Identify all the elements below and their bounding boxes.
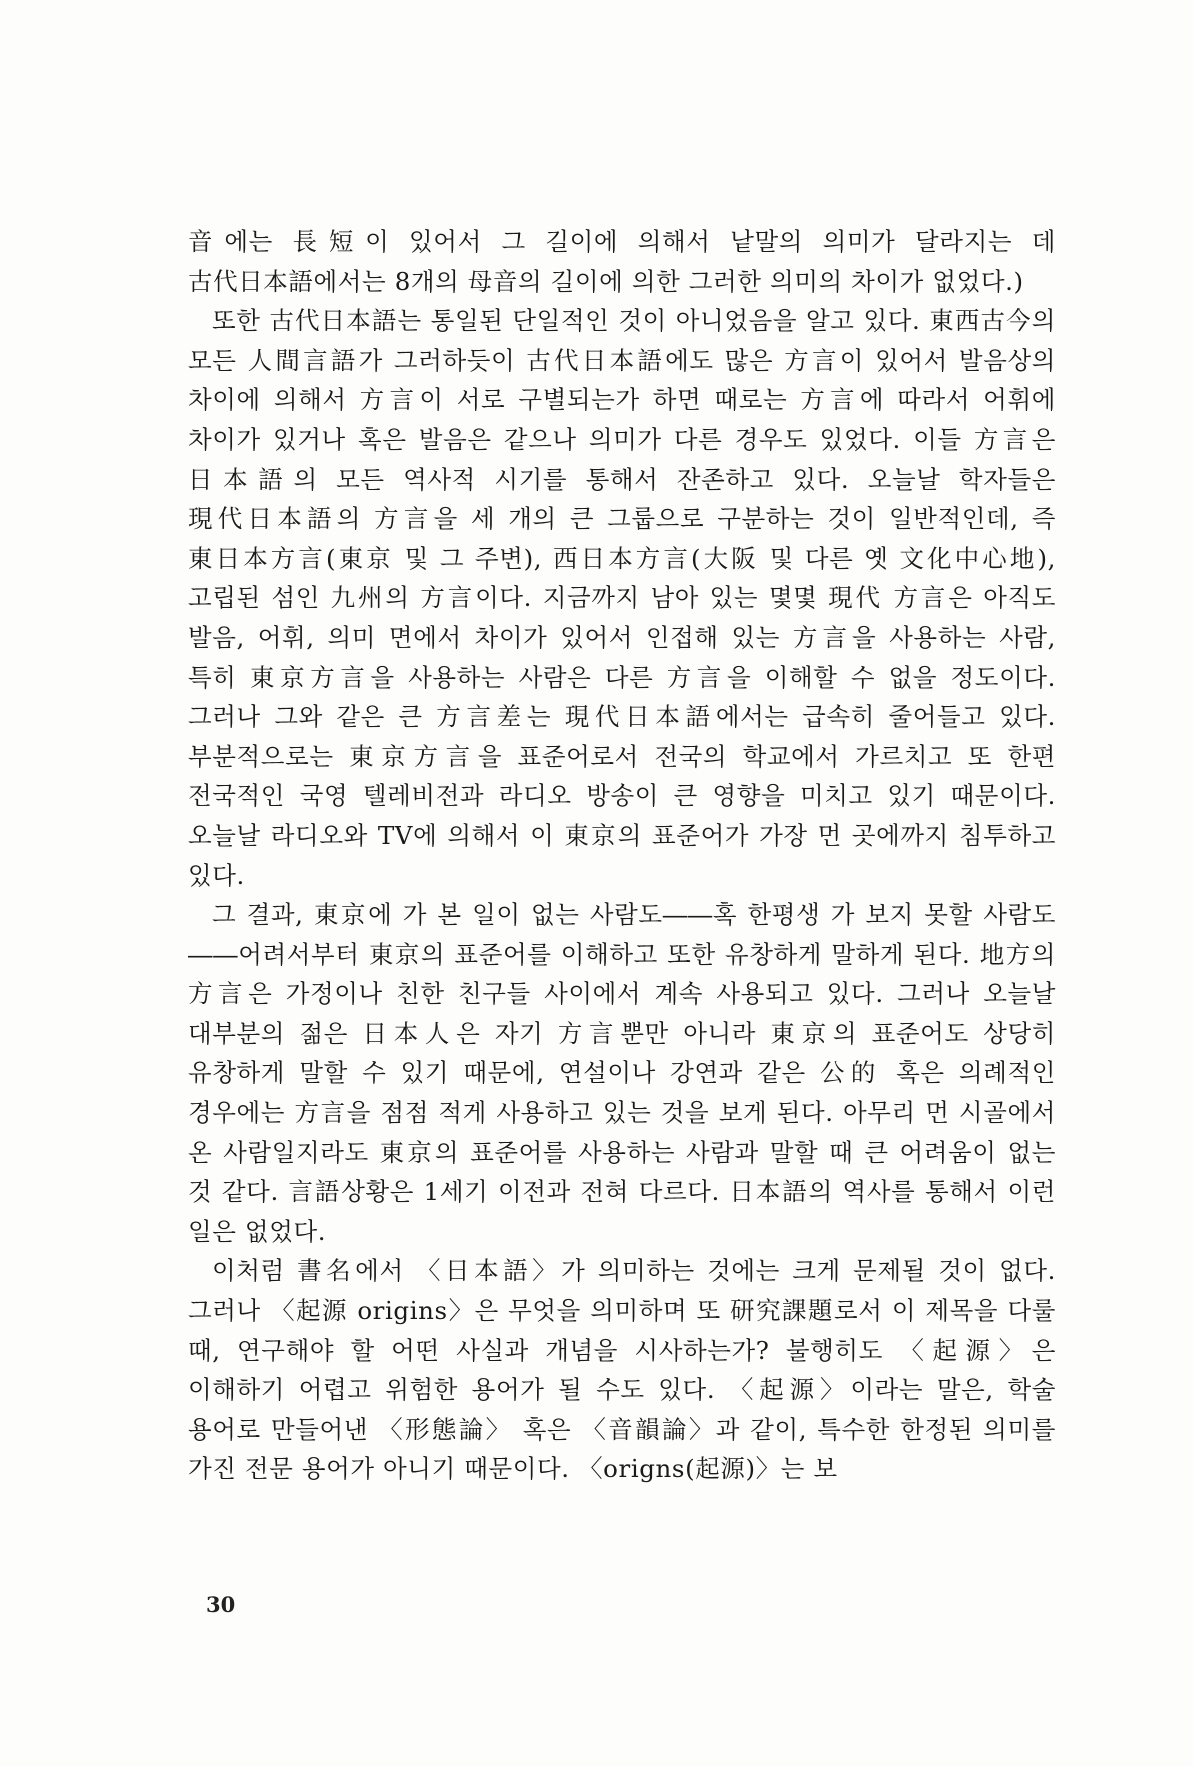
paragraph-standard-language: 그 결과, 東京에 가 본 일이 없는 사람도――혹 한평생 가 보지 못할 사람도――어려서부터 東京의 표준어를 이해하고 또한 유창하게 말하게 된다. 地方의 方言은 가정이나 친한 친구들 사이에서 계속 사용되고 있다. 그러나 오늘날 대부분의 젊은 日本人은 자기 方言뿐만 아니라 東京의 표준어도 상당히 유창하게 말할 수 있기 때문에, 연설이나 강연과 같은 公的 혹은 의례적인 경우에는 方言을 점점 적게 사용하고 있는 것을 보게 된다. 아무리 먼 시골에서 온 사람일지라도 東京의 표준어를 사용하는 사람과 말할 때 큰 어려움이 없는 것 같다. 言語상황은 1세기 이전과 전혀 다르다. 日本語의 역사를 통해서 이런 일은 없었다. [188, 900, 1056, 1246]
paragraph-origins: 이처럼 書名에서 〈日本語〉가 의미하는 것에는 크게 문제될 것이 없다. 그러나 〈起源 origins〉은 무엇을 의미하며 또 研究課題로서 이 제목을 다룰 때, 연구해야 할 어떤 사실과 개념을 시사하는가? 불행히도 〈起源〉은 이해하기 어렵고 위험한 용어가 될 수도 있다. 〈起源〉이라는 말은, 학술 용어로 만들어낸 〈形態論〉 혹은 〈音韻論〉과 같이, 특수한 한정된 의미를 가진 전문 용어가 아니기 때문이다. 〈origns(起源)〉는 보 [188, 1256, 1056, 1484]
paragraph-continued: 音에는 長短이 있어서 그 길이에 의해서 낱말의 의미가 달라지는 데 古代日本語에서는 8개의 母音의 길이에 의한 그러한 의미의 차이가 없었다.) [188, 227, 1056, 296]
page-number: 30 [206, 1592, 236, 1617]
paragraph-dialects: 또한 古代日本語는 통일된 단일적인 것이 아니었음을 알고 있다. 東西古今의 모든 人間言語가 그러하듯이 古代日本語에도 많은 方言이 있어서 발음상의 차이에 의해서 方言이 서로 구별되는가 하면 때로는 方言에 따라서 어휘에 차이가 있거나 혹은 발음은 같으나 의미가 다른 경우도 있었다. 이들 方言은 日本語의 모든 역사적 시기를 통해서 잔존하고 있다. 오늘날 학자들은 現代日本語의 方言을 세 개의 큰 그룹으로 구분하는 것이 일반적인데, 즉 東日本方言(東京 및 그 주변), 西日本方言(大阪 및 다른 옛 文化中心地), 고립된 섬인 九州의 方言이다. 지금까지 남아 있는 몇몇 現代 方言은 아직도 발음, 어휘, 의미 면에서 차이가 있어서 인접해 있는 方言을 사용하는 사람, 특히 東京方言을 사용하는 사람은 다른 方言을 이해할 수 없을 정도이다. 그러나 그와 같은 큰 方言差는 現代日本語에서는 급속히 줄어들고 있다. 부분적으로는 東京方言을 표준어로서 전국의 학교에서 가르치고 또 한편 전국적인 국영 텔레비전과 라디오 방송이 큰 영향을 미치고 있기 때문이다. 오늘날 라디오와 TV에 의해서 이 東京의 표준어가 가장 먼 곳에까지 침투하고 있다. [188, 306, 1056, 890]
body-text [188, 222, 1056, 1489]
